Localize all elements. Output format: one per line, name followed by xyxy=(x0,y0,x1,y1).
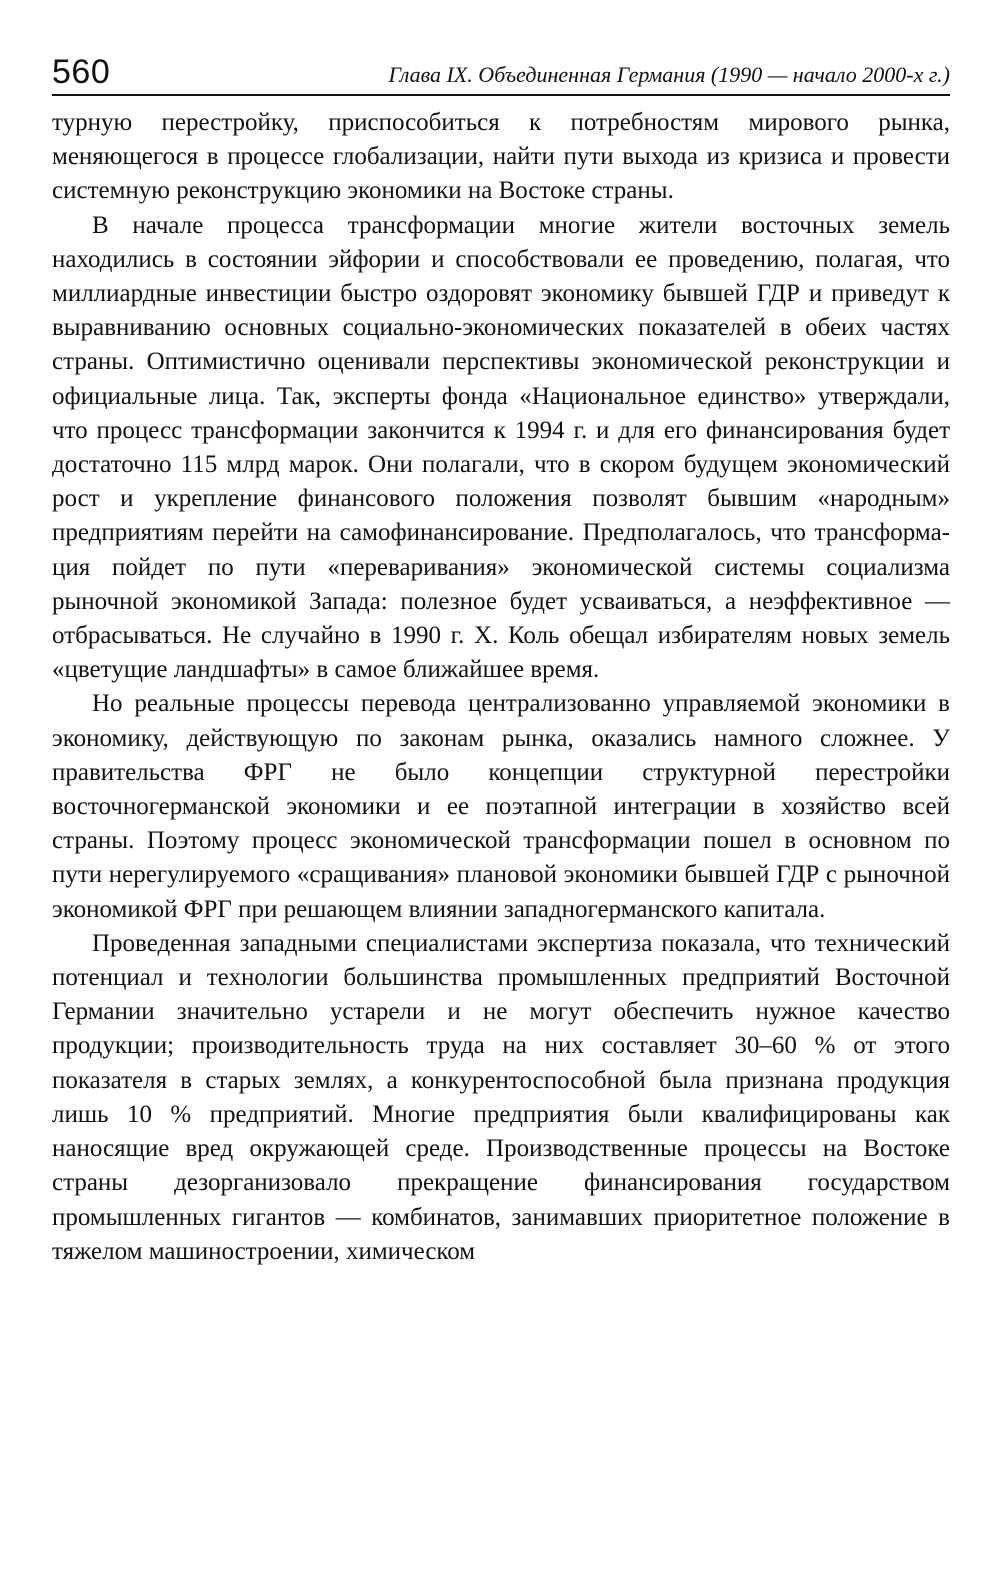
paragraph-continuation: турную перестройку, приспособиться к потребностям мирового рынка, меняющегося в процессе глобализации, найти пути выхода из кризиса и провести системную реконструкцию экономики на Востоке страны. xyxy=(52,109,950,205)
paragraph: В начале процесса трансформации многие жители восточных земель находились в состоянии эйфории и способствовали ее проведению, полагая, что миллиардные инвестиции быстро оздоровят экономику бывшей ГДР и приведут к выравниванию основных социально-экономических показателей в обеих частях страны. Оптимистично оценивали перспективы экономической реконструкции и официальные лица. Так, эксперты фонда «Национальное единство» утверждали, что процесс трансформации закончится к 1994 г. и для его финансирования будет достаточно 115 млрд марок. Они полагали, что в скором будущем экономический рост и укрепление финансового положения позволят бывшим «народным» предприятиям перейти на самофинансирование. Предполагалось, что трансформация пойдет по пути «переваривания» экономической системы социализма рыночной экономикой Запада: полезное будет усваиваться, а неэффективное — отбрасываться. Не случайно в 1990 г. Х. Коль обещал избирателям новых земель «цветущие ландшафты» в самое ближайшее время. xyxy=(52,211,950,684)
paragraph: Но реальные процессы перевода централизованно управляемой экономики в экономику, действующую по законам рынка, оказались намного сложнее. У правительства ФРГ не было концепции структурной перестройки восточногерманской экономики и ее поэтапной интеграции в хозяйство всей страны. Поэтому процесс экономической трансформации пошел в основном по пути нерегулируемого «сращивания» плановой экономики бывшей ГДР с рыночной экономикой ФРГ при решающем влиянии западногерманского капитала. xyxy=(52,690,950,923)
book-page xyxy=(52,40,950,1269)
running-header xyxy=(52,40,950,96)
chapter-title: Глава IX. Объединенная Германия (1990 — начало 2000-х г.) xyxy=(388,62,950,87)
paragraph: Проведенная западными специалистами экспертиза показала, что технический потенциал и технологии большинства промышленных предприятий Восточной Германии значительно устарели и не могут обеспечить нужное качество продукции; производительность труда на них составляет 30–60 % от этого показателя в старых землях, а конкурентоспособной была признана продукция лишь 10 % предприятий. Многие предприятия были квалифицированы как наносящие вред окружающей среде. Производственные процессы на Востоке страны дезорганизовало прекращение финансирования государством промышленных гигантов — комбинатов, занимавших приоритетное положение в тяжелом машиностроении, химическом xyxy=(52,929,950,1265)
body-text xyxy=(52,106,950,1269)
page-number: 560 xyxy=(52,53,111,91)
